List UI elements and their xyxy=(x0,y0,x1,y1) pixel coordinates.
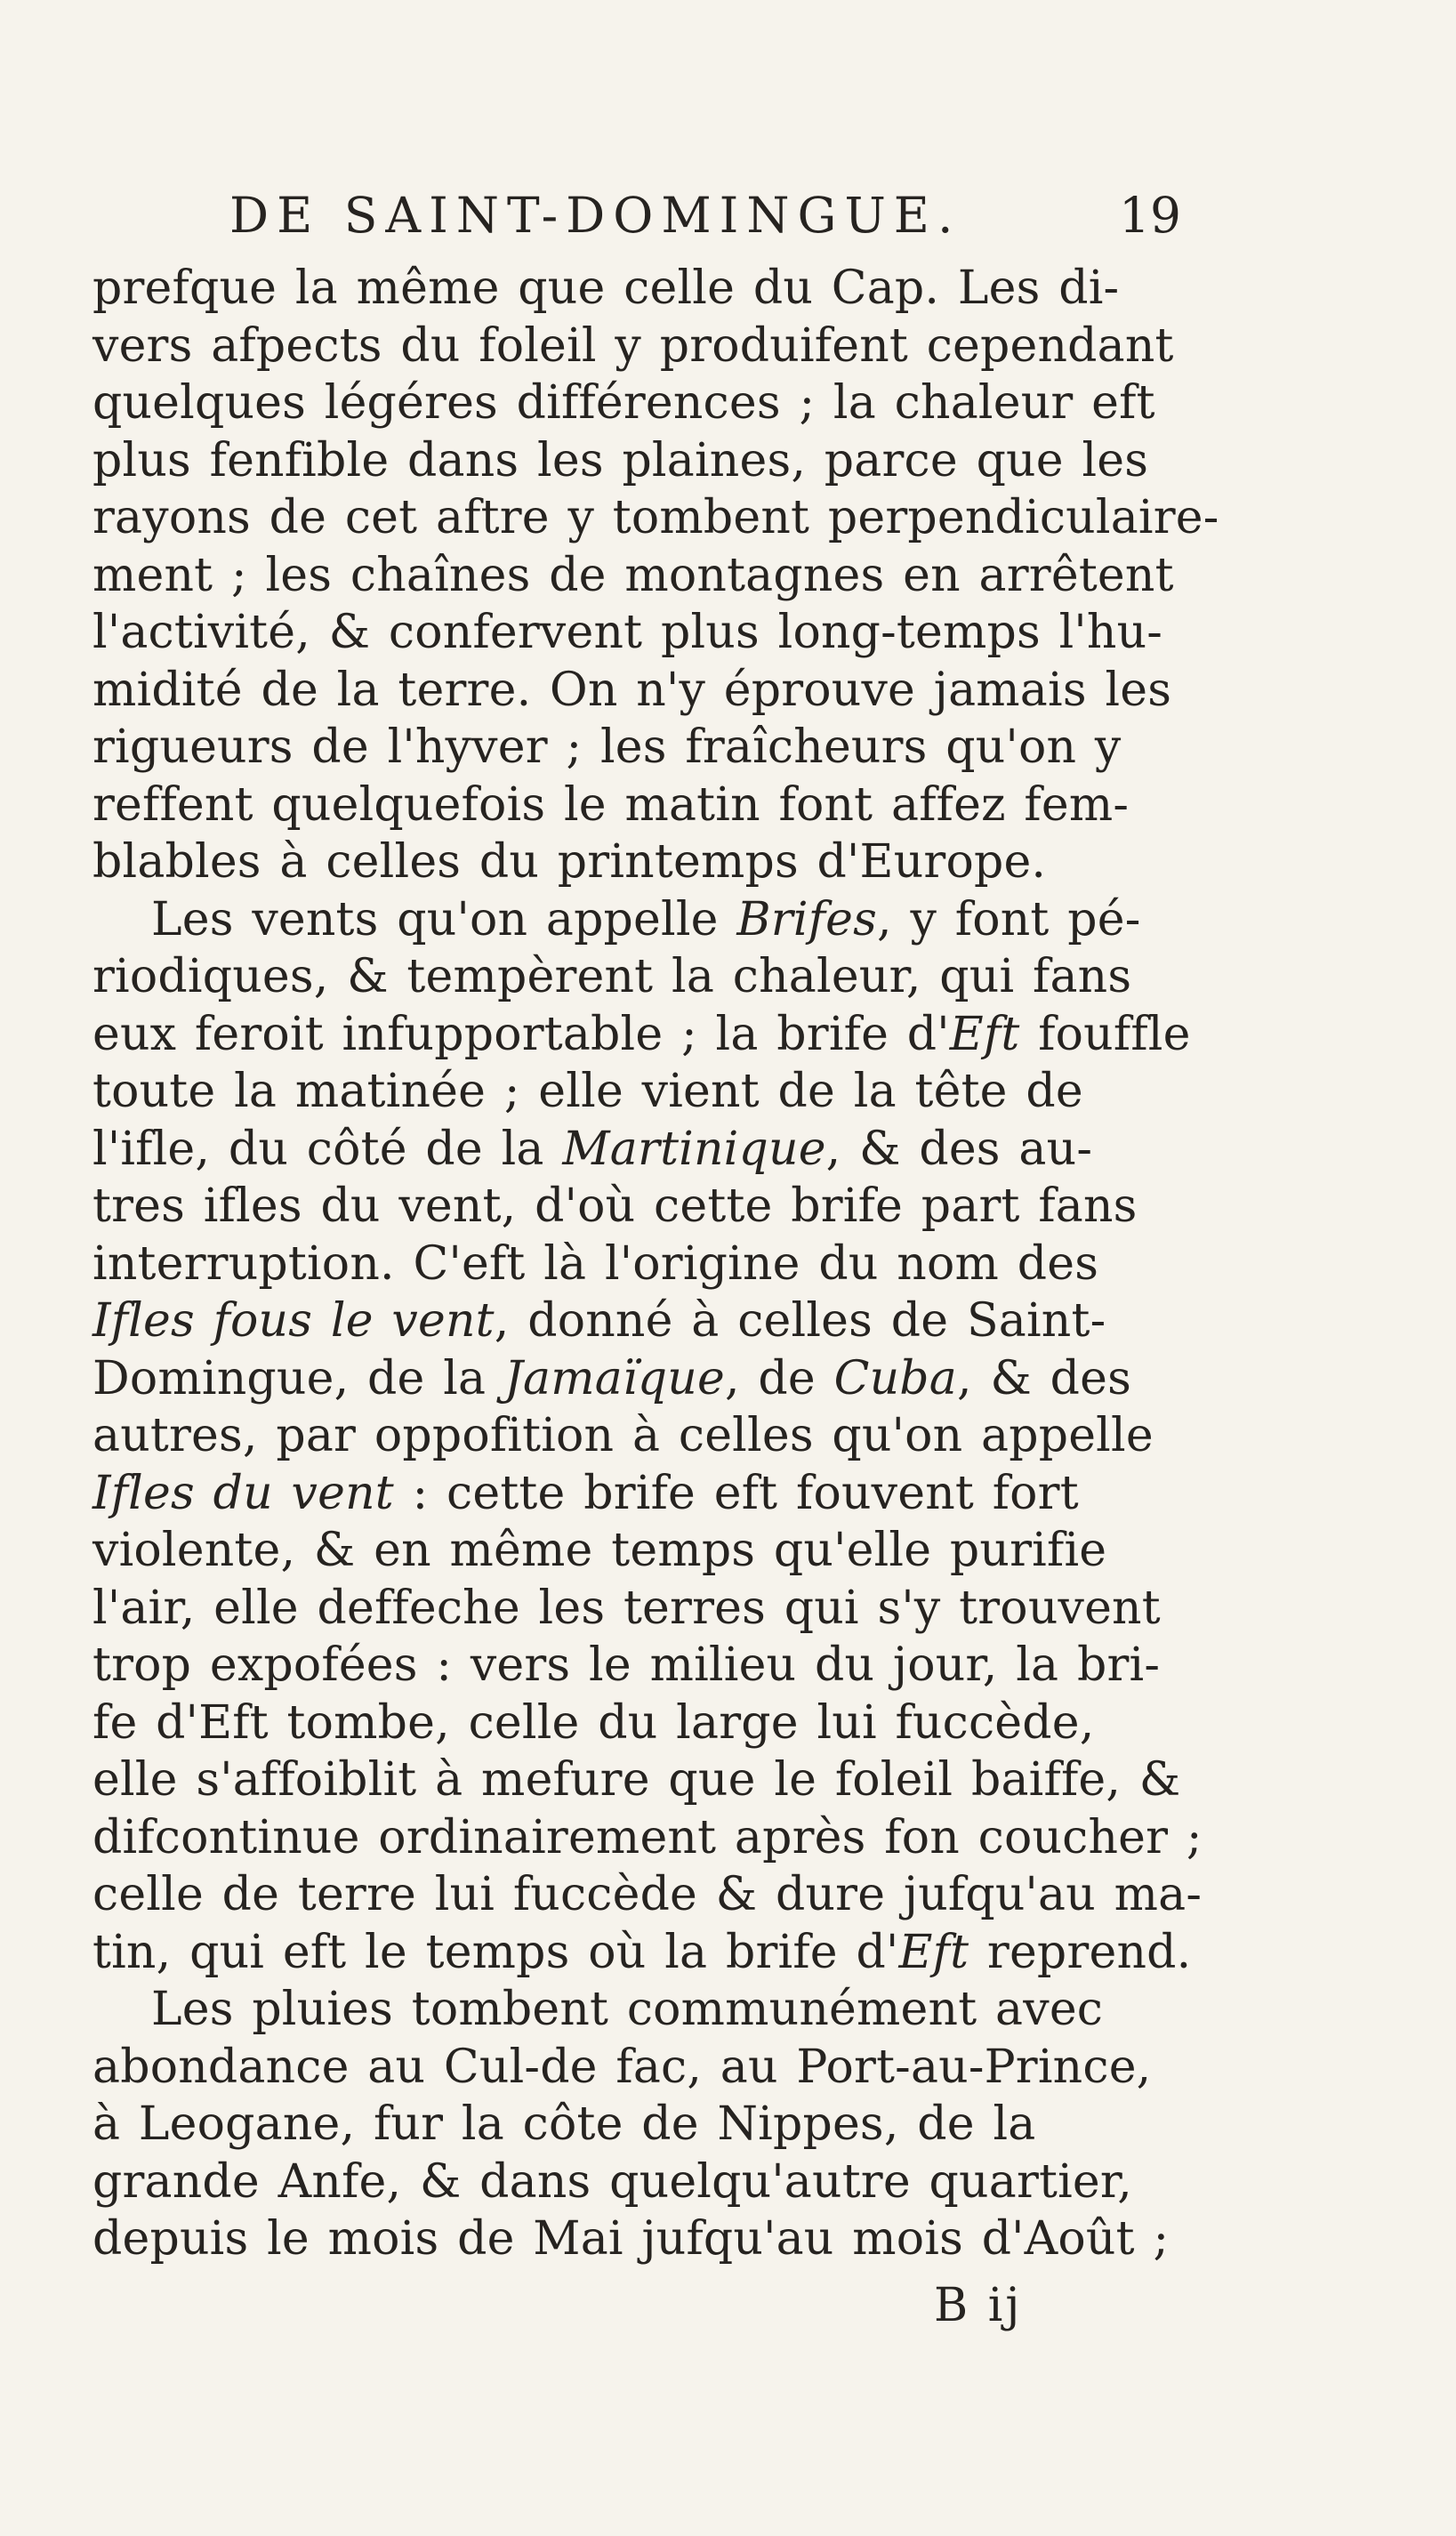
text-line xyxy=(93,1063,1187,1121)
text-run: toute la matinée ; elle vient de la tête de xyxy=(93,1065,1083,1118)
text-run: riodiques, & tempèrent la chaleur, qui fans xyxy=(93,950,1132,1003)
text-line xyxy=(93,1121,1187,1179)
text-run: elle s'affoiblit à mefure que le foleil baiffe, & xyxy=(93,1753,1181,1807)
text-run: fouffle xyxy=(1019,1007,1191,1061)
text-run: grande Anfe, & dans quelqu'autre quartier, xyxy=(93,2154,1132,2209)
text-run: ment ; les chaînes de montagnes en arrêtent xyxy=(93,548,1174,602)
text-run: violente, & en même temps qu'elle purifie xyxy=(93,1524,1107,1577)
text-run: , donné à celles de Saint- xyxy=(494,1294,1106,1348)
text-run: interruption. C'eft là l'origine du nom des xyxy=(93,1236,1099,1291)
text-run: difcontinue ordinairement après fon coucher ; xyxy=(93,1810,1203,1864)
text-run: , & des au- xyxy=(825,1122,1093,1176)
text-run: autres, par oppofition à celles qu'on appelle xyxy=(93,1409,1154,1462)
text-line xyxy=(93,604,1187,662)
text-line xyxy=(93,2154,1187,2211)
text-line xyxy=(93,1178,1187,1236)
italic-run: Cuba xyxy=(833,1351,957,1405)
italic-run: Eft xyxy=(898,1925,969,1979)
italic-run: Jamaïque xyxy=(504,1351,725,1405)
text-run: tin, qui eft le temps où la brife d' xyxy=(93,1925,899,1979)
text-run: Les vents qu'on appelle xyxy=(151,892,737,946)
text-line xyxy=(93,318,1187,375)
text-run: à Leogane, fur la côte de Nippes, de la xyxy=(93,2097,1036,2151)
text-line xyxy=(93,1292,1187,1350)
italic-run: Ifles fous le vent xyxy=(93,1294,495,1348)
text-line xyxy=(93,719,1187,777)
text-line xyxy=(93,1350,1187,1408)
text-run: vers afpects du foleil y produifent cependant xyxy=(93,318,1174,373)
text-line xyxy=(93,1866,1203,1924)
text-line xyxy=(93,547,1187,605)
italic-run: Ifles du vent xyxy=(93,1466,394,1520)
text-line xyxy=(93,1637,1187,1695)
text-line xyxy=(93,1006,1191,1064)
text-line xyxy=(93,260,1187,318)
text-run: trop expofées : vers le milieu du jour, la bri- xyxy=(93,1638,1161,1692)
page-number: 19 xyxy=(1119,187,1181,244)
text-line xyxy=(93,374,1187,432)
text-run: reffent quelquefois le matin font affez fem- xyxy=(93,777,1130,832)
text-line xyxy=(93,1236,1187,1293)
text-run: : cette brife eft fouvent fort xyxy=(393,1466,1079,1520)
text-run: quelques légéres différences ; la chaleur eft xyxy=(93,376,1155,430)
text-run: l'air, elle deffeche les terres qui s'y trouvent xyxy=(93,1581,1161,1635)
text-run: plus fenfible dans les plaines, parce que les xyxy=(93,433,1149,487)
text-run: celle de terre lui fuccède & dure jufqu'au ma- xyxy=(93,1868,1203,1921)
text-line xyxy=(93,1981,1187,2039)
text-line xyxy=(93,1407,1187,1465)
text-run: abondance au Cul-de fac, au Port-au-Prince, xyxy=(93,2040,1152,2094)
text-line xyxy=(93,1924,1192,1982)
text-line xyxy=(93,1695,1187,1752)
text-line xyxy=(93,432,1187,490)
text-run: rayons de cet aftre y tombent perpendiculaire- xyxy=(93,491,1219,544)
text-line xyxy=(93,1465,1187,1523)
text-run: , y font pé- xyxy=(877,892,1141,946)
text-run: , & des xyxy=(956,1351,1132,1405)
text-run: Domingue, de la xyxy=(93,1351,504,1405)
text-line xyxy=(93,2210,1187,2268)
italic-run: Brifes xyxy=(736,892,877,946)
text-run: tres ifles du vent, d'où cette brife part fans xyxy=(93,1179,1138,1233)
italic-run: Eft xyxy=(949,1007,1020,1061)
text-line xyxy=(93,833,1187,891)
text-run: prefque la même que celle du Cap. Les di- xyxy=(93,262,1120,315)
text-run: blables à celles du printemps d'Europe. xyxy=(93,835,1047,889)
text-run: rigueurs de l'hyver ; les fraîcheurs qu'on y xyxy=(93,721,1122,774)
text-line xyxy=(93,2096,1187,2154)
text-line xyxy=(93,948,1187,1006)
body-text xyxy=(93,260,1219,2268)
text-line xyxy=(93,777,1187,834)
italic-run: Martinique xyxy=(562,1122,826,1176)
text-line xyxy=(93,1809,1203,1867)
text-run: depuis le mois de Mai jufqu'au mois d'Août ; xyxy=(93,2212,1170,2266)
text-run: midité de la terre. On n'y éprouve jamais les xyxy=(93,663,1172,717)
text-run: l'ifle, du côté de la xyxy=(93,1122,563,1176)
text-run: , de xyxy=(724,1351,834,1405)
text-line xyxy=(93,489,1219,547)
text-line xyxy=(93,1751,1187,1809)
running-head xyxy=(229,187,1208,258)
text-line xyxy=(93,2039,1187,2097)
running-head-title: DE SAINT-DOMINGUE. xyxy=(229,187,961,244)
text-line xyxy=(93,662,1187,720)
text-run: eux feroit infupportable ; la brife d' xyxy=(93,1007,950,1061)
text-line xyxy=(93,1580,1187,1638)
text-run: reprend. xyxy=(969,1925,1192,1979)
text-run: Les pluies tombent communément avec xyxy=(151,1983,1104,2036)
text-run: fe d'Eft tombe, celle du large lui fuccède, xyxy=(93,1695,1095,1750)
signature-mark: B ij xyxy=(934,2279,1023,2332)
text-run: l'activité, & confervent plus long-temps l'hu- xyxy=(93,606,1163,659)
text-line xyxy=(93,1522,1187,1580)
text-line xyxy=(93,891,1187,949)
